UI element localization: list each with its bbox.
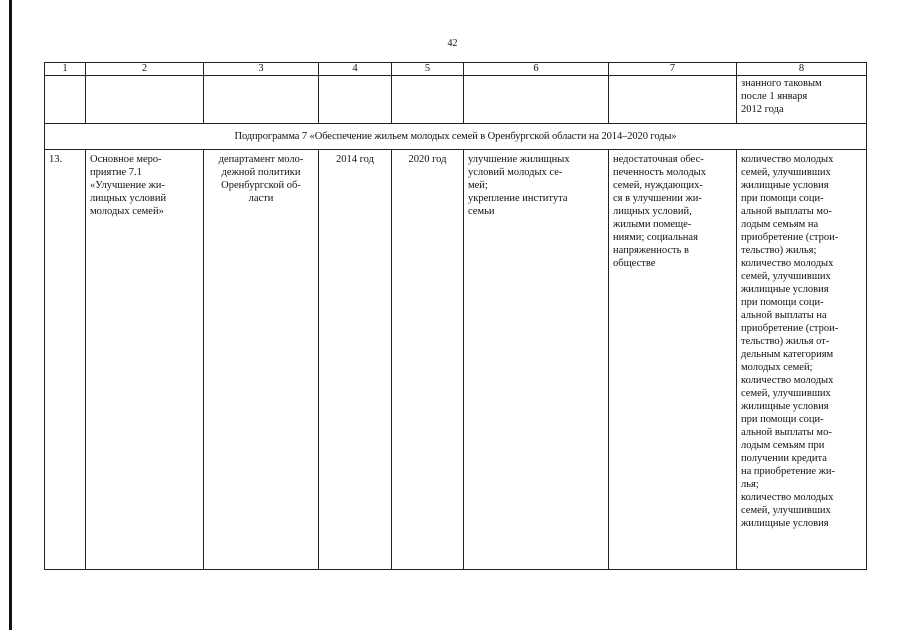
table-cell (86, 76, 204, 124)
executor: департамент моло- дежной политики Оренбургской об- ласти (204, 150, 319, 570)
table-cell (319, 76, 392, 124)
measures-table (44, 62, 867, 570)
column-header: 4 (319, 63, 392, 76)
column-header: 1 (45, 63, 86, 76)
column-header: 8 (737, 63, 867, 76)
table-row (45, 150, 867, 570)
column-number-row (45, 63, 867, 76)
table-cell (609, 76, 737, 124)
page-number: 42 (447, 38, 458, 49)
subprogram-row (45, 124, 867, 150)
column-header: 6 (464, 63, 609, 76)
table-cell (392, 76, 464, 124)
consequences: недостаточная обес- печенность молодых семей, нуждающих- ся в улучшении жи- лищных условий, жилыми помеще- ниями; социальная напряженность в обществе (609, 150, 737, 570)
subprogram-title: Подпрограмма 7 «Обеспечение жильем молодых семей в Оренбургской области на 2014–2020 годы» (45, 124, 867, 150)
column-header: 5 (392, 63, 464, 76)
table-cell (204, 76, 319, 124)
indicators: количество молодых семей, улучшивших жилищные условия при помощи соци- альной выплаты мо- лодым семьям на приобретение (строи- тельство) жилья; количество молодых семей, улучшивших жилищные условия при помощи соци- альной выплаты на приобретение (строи- тельство) жилья от- дельным категориям молодых семей; количество молодых семей, улучшивших жилищные условия при помощи соци- альной выплаты мо- лодым семьям при получении кредита на приобретение жи- лья; количество молодых семей, улучшивших жилищные условия (737, 150, 867, 570)
event-name: Основное меро- приятие 7.1 «Улучшение жи- лищных условий молодых семей» (86, 150, 204, 570)
column-header: 7 (609, 63, 737, 76)
scan-margin-bar (9, 0, 12, 630)
table-cell (45, 76, 86, 124)
column-header: 2 (86, 63, 204, 76)
continuation-row (45, 76, 867, 124)
table-cell (464, 76, 609, 124)
continuation-indicator-text: знанного таковым после 1 января 2012 года (737, 76, 867, 124)
expected-result: улучшение жилищных условий молодых се- мей; укрепление института семьи (464, 150, 609, 570)
end-year: 2020 год (392, 150, 464, 570)
column-header: 3 (204, 63, 319, 76)
start-year: 2014 год (319, 150, 392, 570)
row-number: 13. (45, 150, 86, 570)
